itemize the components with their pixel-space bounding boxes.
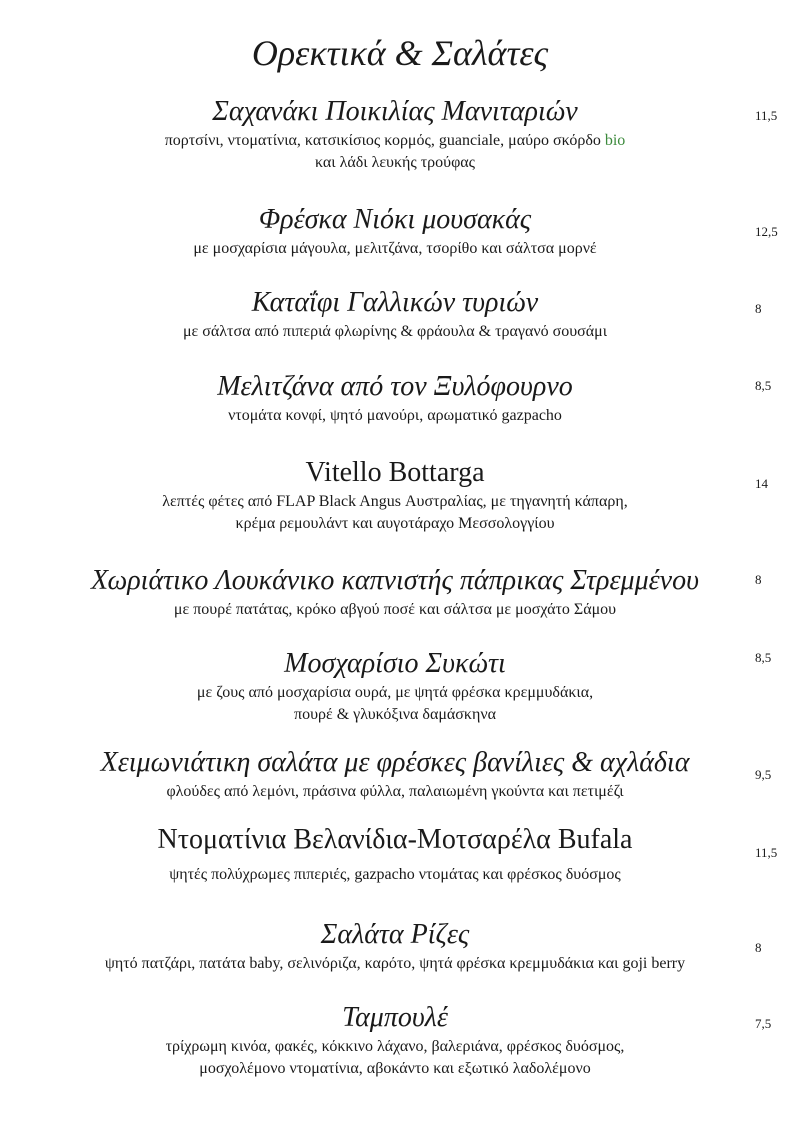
menu-item <box>40 646 750 726</box>
item-description: τρίχρωμη κινόα, φακές, κόκκινο λάχανο, βαλεριάνα, φρέσκος δυόσμος, <box>165 1038 625 1055</box>
item-description-line2: κρέμα ρεμουλάντ και αυγοτάραχο Μεσσολογγίου <box>235 515 555 532</box>
menu-item <box>40 745 750 803</box>
item-price: 8 <box>755 572 762 587</box>
item-description: λεπτές φέτες από FLAP Black Angus Αυστραλίας, με τηγανητή κάπαρη, <box>162 493 628 510</box>
item-price: 8,5 <box>755 650 772 665</box>
item-price: 7,5 <box>755 1016 772 1031</box>
menu-item <box>40 822 750 886</box>
item-name: Ντοματίνια Βελανίδια-Μοτσαρέλα Bufala <box>157 824 633 855</box>
item-price: 8,5 <box>755 378 772 393</box>
item-name: Σαλάτα Ρίζες <box>320 919 470 950</box>
item-description <box>40 130 750 152</box>
item-description-line2: και λάδι λευκής τρούφας <box>314 154 476 171</box>
item-name: Χωριάτικο Λουκάνικο καπνιστής πάπρικας Στρεμμένου <box>91 565 699 596</box>
bio-highlight: bio <box>604 132 626 149</box>
item-name: Καταΐφι Γαλλικών τυριών <box>251 287 539 318</box>
item-price: 14 <box>755 476 768 491</box>
item-name: Μελιτζάνα από τον Ξυλόφουρνο <box>217 371 573 402</box>
menu-item <box>40 285 750 343</box>
item-name: Ταμπουλέ <box>342 1002 448 1033</box>
menu-item <box>40 563 750 621</box>
item-description-text: πορτσίνι, ντοματίνια, κατσικίσιος κορμός, guanciale, μαύρο σκόρδο <box>164 132 601 149</box>
menu-item <box>40 1000 750 1080</box>
item-name: Vitello Bottarga <box>305 457 485 488</box>
item-price: 11,5 <box>755 108 778 123</box>
item-price: 12,5 <box>755 224 778 239</box>
item-price: 11,5 <box>755 845 778 860</box>
item-price: 8 <box>755 301 762 316</box>
item-description: με ζους από μοσχαρίσια ουρά, με ψητά φρέσκα κρεμμυδάκια, <box>196 684 594 701</box>
item-price: 8 <box>755 940 762 955</box>
menu-item <box>40 202 750 260</box>
menu-item <box>40 917 750 975</box>
item-description: φλούδες από λεμόνι, πράσινα φύλλα, παλαιωμένη γκούντα και πετιμέζι <box>166 783 624 800</box>
item-description: με σάλτσα από πιπεριά φλωρίνης & φράουλα & τραγανό σουσάμι <box>182 323 608 340</box>
item-description: ψητό πατζάρι, πατάτα baby, σελινόριζα, καρότο, ψητά φρέσκα κρεμμυδάκια και goji berry <box>104 955 686 972</box>
menu-item <box>40 455 750 535</box>
menu-item <box>40 369 750 427</box>
item-description: ψητές πολύχρωμες πιπεριές, gazpacho ντομάτας και φρέσκος δυόσμος <box>169 866 621 883</box>
item-name: Χειμωνιάτικη σαλάτα με φρέσκες βανίλιες & αχλάδια <box>100 747 690 778</box>
item-price: 9,5 <box>755 767 772 782</box>
item-name: Φρέσκα Νιόκι μουσακάς <box>258 204 532 235</box>
page-title: Ορεκτικά & Σαλάτες <box>251 33 549 73</box>
item-description-line2: μοσχολέμονο ντοματίνια, αβοκάντο και εξωτικό λαδολέμονο <box>199 1060 591 1077</box>
menu-item <box>40 94 750 174</box>
item-name: Σαχανάκι Ποικιλίας Μανιταριών <box>212 96 578 127</box>
item-description: με πουρέ πατάτας, κρόκο αβγού ποσέ και σάλτσα με μοσχάτο Σάμου <box>173 601 617 618</box>
item-name: Μοσχαρίσιο Συκώτι <box>284 648 506 679</box>
item-description-line2: πουρέ & γλυκόξινα δαμάσκηνα <box>294 706 496 723</box>
item-description: με μοσχαρίσια μάγουλα, μελιτζάνα, τσορίθο και σάλτσα μορνέ <box>193 240 597 257</box>
item-description: ντομάτα κονφί, ψητό μανούρι, αρωματικό gazpacho <box>228 407 562 424</box>
